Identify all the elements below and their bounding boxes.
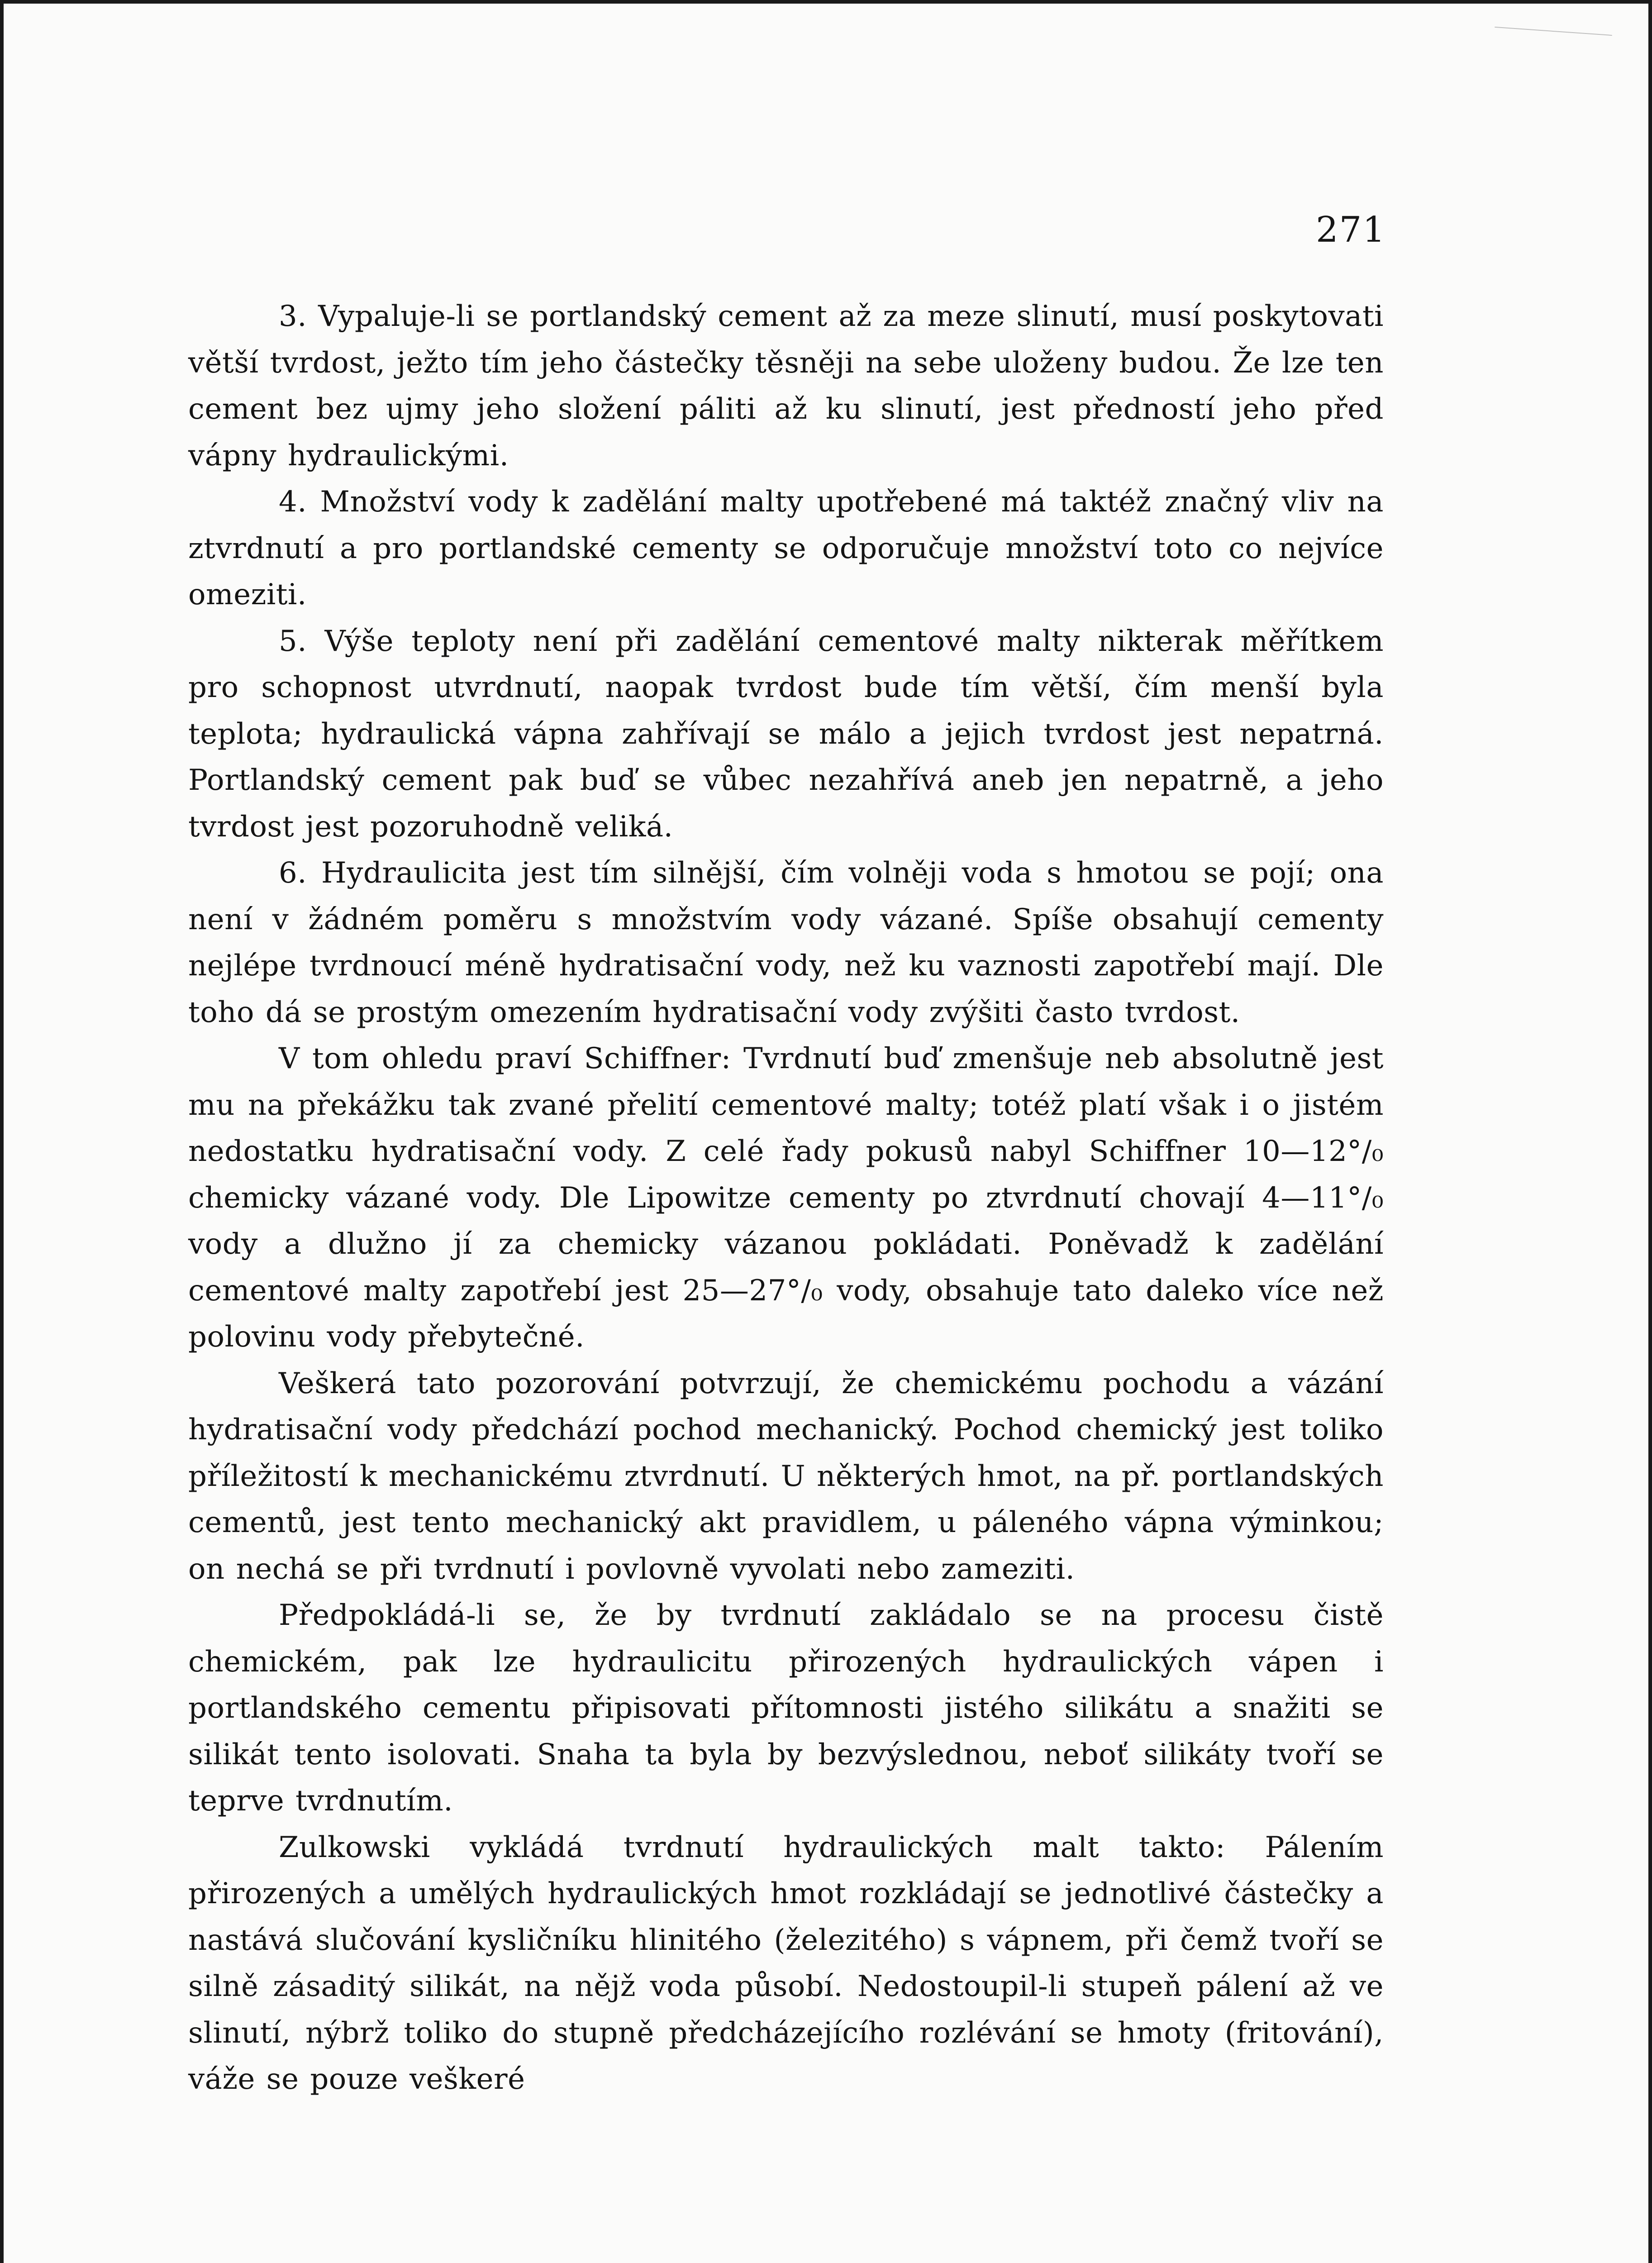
- paragraph-point-5: 5. Výše teploty není při zadělání cementové malty nikterak měřítkem pro schopnost utvrdnutí, naopak tvrdost bude tím větší, čím menší byla teplota; hydraulická vápna zahřívají se málo a jejich tvrdost jest nepatrná. Portlandský cement pak buď se vůbec nezahřívá aneb jen nepatrně, a jeho tvrdost jest pozoruhodně veliká.: [188, 624, 1384, 844]
- page-number: 271: [1316, 210, 1386, 250]
- paragraph-observations: Veškerá tato pozorování potvrzují, že chemickému pochodu a vázání hydratisační vody předchází pochod mechanický. Pochod chemický jest toliko příležitostí k mechanickému ztvrdnutí. U některých hmot, na př. portlandských cementů, jest tento mechanický akt pravidlem, u páleného vápna výminkou; on nechá se při tvrdnutí i povlovně vyvolati nebo zameziti.: [188, 1366, 1384, 1586]
- paragraph-zulkowski: Zulkowski vykládá tvrdnutí hydraulických malt takto: Pálením přirozených a umělých hydraulických hmot rozkládají se jednotlivé částečky a nastává slučování kysličníku hlinitého (železitého) s vápnem, při čemž tvoří se silně zásaditý silikát, na nějž voda působí. Nedostoupil-li stupeň pálení až ve slinutí, nýbrž toliko do stupně předcházejícího rozlévání se hmoty (fritování), váže se pouze veškeré: [188, 1830, 1384, 2096]
- paragraph-point-3: 3. Vypaluje-li se portlandský cement až za meze slinutí, musí poskytovati větší tvrdost, ježto tím jeho částečky těsněji na sebe uloženy budou. Že lze ten cement bez ujmy jeho složení páliti až ku slinutí, jest předností jeho před vápny hydraulickými.: [188, 300, 1384, 473]
- scan-artifact-line: [1495, 27, 1612, 36]
- paragraph-point-4: 4. Množství vody k zadělání malty upotřebené má taktéž značný vliv na ztvrdnutí a pro portlandské cementy se odporučuje množství toto co nejvíce omeziti.: [188, 485, 1384, 611]
- paragraph-point-6: 6. Hydraulicita jest tím silnější, čím volněji voda s hmotou se pojí; ona není v žádném poměru s množstvím vody vázané. Spíše obsahují cementy nejlépe tvrdnoucí méně hydratisační vody, než ku vaznosti zapotřebí mají. Dle toho dá se prostým omezením hydratisační vody zvýšiti často tvrdost.: [188, 856, 1384, 1029]
- paragraph-chemical-process: Předpokládá-li se, že by tvrdnutí zakládalo se na procesu čistě chemickém, pak lze hydraulicitu přirozených hydraulických vápen i portlandského cementu připisovati přítomnosti jistého silikátu a snažiti se silikát tento isolovati. Snaha ta byla by bezvýslednou, neboť silikáty tvoří se teprve tvrdnutím.: [188, 1599, 1384, 1818]
- body-text: [188, 293, 1384, 2103]
- paragraph-schiffner: V tom ohledu praví Schiffner: Tvrdnutí buď zmenšuje neb absolutně jest mu na překážku tak zvané přelití cementové malty; totéž platí však i o jistém nedostatku hydratisační vody. Z celé řady pokusů nabyl Schiffner 10—12°/₀ chemicky vázané vody. Dle Lipowitze cementy po ztvrdnutí chovají 4—11°/₀ vody a dlužno jí za chemicky vázanou pokládati. Poněvadž k zadělání cementové malty zapotřebí jest 25—27°/₀ vody, obsahuje tato daleko více než polovinu vody přebytečné.: [188, 1042, 1384, 1354]
